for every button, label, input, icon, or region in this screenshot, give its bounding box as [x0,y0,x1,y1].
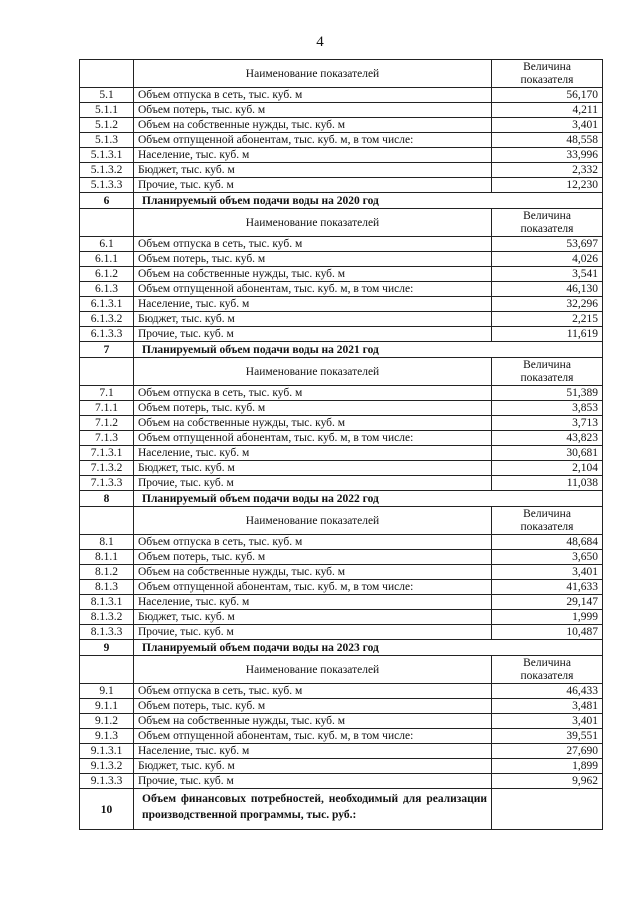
row-name: Прочие, тыс. куб. м [134,625,492,640]
row-number: 9.1.3.3 [80,774,134,789]
row-name: Объем потерь, тыс. куб. м [134,699,492,714]
row-value: 48,684 [492,535,603,550]
row-value: 51,389 [492,386,603,401]
row-name: Объем отпуска в сеть, тыс. куб. м [134,88,492,103]
row-name: Прочие, тыс. куб. м [134,476,492,491]
row-name: Объем отпуска в сеть, тыс. куб. м [134,237,492,252]
table-row [80,729,603,744]
header-value-label: Величина показателя [492,507,603,535]
row-value: 41,633 [492,580,603,595]
header-number-cell [80,60,134,88]
row-number: 9.1.3 [80,729,134,744]
row-name: Бюджет, тыс. куб. м [134,759,492,774]
row-name: Население, тыс. куб. м [134,744,492,759]
section-title: Планируемый объем подачи воды на 2023 год [134,640,603,656]
header-number-cell [80,507,134,535]
row-name: Объем на собственные нужды, тыс. куб. м [134,714,492,729]
row-number: 7.1.3.3 [80,476,134,491]
row-number: 5.1.3.1 [80,148,134,163]
row-number: 7.1.3.2 [80,461,134,476]
header-value-label: Величина показателя [492,60,603,88]
table-row [80,401,603,416]
row-value: 33,996 [492,148,603,163]
row-number: 6.1.3.3 [80,327,134,342]
table-row [80,103,603,118]
table-row [80,133,603,148]
row-value: 53,697 [492,237,603,252]
table-row [80,431,603,446]
row-name: Объем потерь, тыс. куб. м [134,103,492,118]
row-value: 2,332 [492,163,603,178]
table-row [80,163,603,178]
row-name: Объем отпущенной абонентам, тыс. куб. м, в том числе: [134,133,492,148]
row-name: Объем отпущенной абонентам, тыс. куб. м, в том числе: [134,431,492,446]
table-row [80,759,603,774]
table-row [80,550,603,565]
table-row [80,684,603,699]
row-value: 2,215 [492,312,603,327]
table-row [80,580,603,595]
row-value: 3,853 [492,401,603,416]
row-value: 46,130 [492,282,603,297]
row-number: 6.1 [80,237,134,252]
row-number: 7.1.3.1 [80,446,134,461]
row-name: Объем на собственные нужды, тыс. куб. м [134,118,492,133]
section-number: 7 [80,342,134,358]
row-name: Прочие, тыс. куб. м [134,774,492,789]
section-number: 6 [80,193,134,209]
row-number: 9.1 [80,684,134,699]
row-value: 46,433 [492,684,603,699]
table-row [80,461,603,476]
row-value: 43,823 [492,431,603,446]
row-number: 7.1.2 [80,416,134,431]
row-number: 8.1.3 [80,580,134,595]
row-number: 9.1.3.2 [80,759,134,774]
financial-row-value [492,789,603,830]
row-number: 8.1.3.3 [80,625,134,640]
row-value: 39,551 [492,729,603,744]
row-value: 3,401 [492,565,603,580]
row-name: Объем потерь, тыс. куб. м [134,550,492,565]
row-value: 4,026 [492,252,603,267]
table-row [80,282,603,297]
row-value: 29,147 [492,595,603,610]
row-value: 10,487 [492,625,603,640]
table-header-row [80,358,603,386]
section-title-row [80,193,603,209]
financial-needs-row [80,789,603,830]
section-number: 8 [80,491,134,507]
table-row [80,774,603,789]
row-number: 7.1.3 [80,431,134,446]
table-row [80,327,603,342]
row-number: 7.1.1 [80,401,134,416]
row-name: Объем отпуска в сеть, тыс. куб. м [134,386,492,401]
row-name: Объем потерь, тыс. куб. м [134,401,492,416]
table-row [80,118,603,133]
row-number: 5.1.3.2 [80,163,134,178]
row-value: 32,296 [492,297,603,312]
header-name-label: Наименование показателей [134,507,492,535]
table-row [80,744,603,759]
row-value: 1,999 [492,610,603,625]
table-row [80,252,603,267]
row-value: 56,170 [492,88,603,103]
table-row [80,178,603,193]
row-name: Бюджет, тыс. куб. м [134,461,492,476]
row-number: 6.1.2 [80,267,134,282]
table-row [80,610,603,625]
header-value-label: Величина показателя [492,358,603,386]
row-number: 9.1.2 [80,714,134,729]
row-name: Бюджет, тыс. куб. м [134,312,492,327]
row-name: Объем на собственные нужды, тыс. куб. м [134,565,492,580]
row-number: 8.1 [80,535,134,550]
row-name: Население, тыс. куб. м [134,595,492,610]
financial-row-number: 10 [80,789,134,830]
section-number: 9 [80,640,134,656]
header-value-label: Величина показателя [492,209,603,237]
table-body [80,60,603,830]
table-row [80,565,603,580]
row-name: Объем потерь, тыс. куб. м [134,252,492,267]
row-name: Объем отпущенной абонентам, тыс. куб. м, в том числе: [134,729,492,744]
row-value: 30,681 [492,446,603,461]
header-number-cell [80,656,134,684]
row-name: Население, тыс. куб. м [134,446,492,461]
section-title-row [80,491,603,507]
table-row [80,386,603,401]
row-value: 3,713 [492,416,603,431]
section-title-row [80,342,603,358]
table-header-row [80,656,603,684]
row-number: 8.1.1 [80,550,134,565]
row-number: 6.1.3.2 [80,312,134,327]
row-value: 3,401 [492,118,603,133]
row-value: 11,038 [492,476,603,491]
row-name: Объем на собственные нужды, тыс. куб. м [134,416,492,431]
page-number: 4 [316,34,324,50]
row-value: 4,211 [492,103,603,118]
row-value: 2,104 [492,461,603,476]
row-value: 3,481 [492,699,603,714]
table-row [80,88,603,103]
header-number-cell [80,209,134,237]
section-title: Планируемый объем подачи воды на 2022 год [134,491,603,507]
table-row [80,714,603,729]
table-row [80,476,603,491]
row-name: Объем отпуска в сеть, тыс. куб. м [134,535,492,550]
row-name: Бюджет, тыс. куб. м [134,163,492,178]
row-number: 5.1.3.3 [80,178,134,193]
table-row [80,267,603,282]
row-value: 1,899 [492,759,603,774]
row-number: 5.1.2 [80,118,134,133]
indicators-table [79,59,603,830]
section-title: Планируемый объем подачи воды на 2021 год [134,342,603,358]
header-name-label: Наименование показателей [134,60,492,88]
table-row [80,446,603,461]
row-number: 7.1 [80,386,134,401]
row-name: Объем на собственные нужды, тыс. куб. м [134,267,492,282]
row-name: Прочие, тыс. куб. м [134,327,492,342]
row-number: 5.1 [80,88,134,103]
table-row [80,535,603,550]
row-value: 9,962 [492,774,603,789]
row-number: 5.1.1 [80,103,134,118]
row-number: 6.1.3.1 [80,297,134,312]
row-number: 8.1.2 [80,565,134,580]
table-row [80,148,603,163]
row-name: Объем отпущенной абонентам, тыс. куб. м, в том числе: [134,282,492,297]
table-row [80,416,603,431]
row-value: 27,690 [492,744,603,759]
row-name: Прочие, тыс. куб. м [134,178,492,193]
row-number: 5.1.3 [80,133,134,148]
row-number: 6.1.1 [80,252,134,267]
table-row [80,312,603,327]
table-row [80,595,603,610]
row-number: 6.1.3 [80,282,134,297]
row-name: Население, тыс. куб. м [134,148,492,163]
row-number: 8.1.3.1 [80,595,134,610]
header-name-label: Наименование показателей [134,209,492,237]
row-number: 8.1.3.2 [80,610,134,625]
header-name-label: Наименование показателей [134,656,492,684]
table-row [80,625,603,640]
row-number: 9.1.1 [80,699,134,714]
row-name: Население, тыс. куб. м [134,297,492,312]
section-title: Планируемый объем подачи воды на 2020 год [134,193,603,209]
header-name-label: Наименование показателей [134,358,492,386]
table-header-row [80,507,603,535]
table-row [80,237,603,252]
table-row [80,297,603,312]
table-header-row [80,60,603,88]
header-number-cell [80,358,134,386]
row-name: Объем отпущенной абонентам, тыс. куб. м, в том числе: [134,580,492,595]
row-name: Бюджет, тыс. куб. м [134,610,492,625]
row-name: Объем отпуска в сеть, тыс. куб. м [134,684,492,699]
header-value-label: Величина показателя [492,656,603,684]
row-value: 3,401 [492,714,603,729]
row-number: 9.1.3.1 [80,744,134,759]
row-value: 11,619 [492,327,603,342]
table-header-row [80,209,603,237]
row-value: 12,230 [492,178,603,193]
table-row [80,699,603,714]
row-value: 48,558 [492,133,603,148]
row-value: 3,650 [492,550,603,565]
section-title-row [80,640,603,656]
row-value: 3,541 [492,267,603,282]
financial-row-title: Объем финансовых потребностей, необходимый для реализации производственной программы, тыс. руб.: [134,789,492,830]
